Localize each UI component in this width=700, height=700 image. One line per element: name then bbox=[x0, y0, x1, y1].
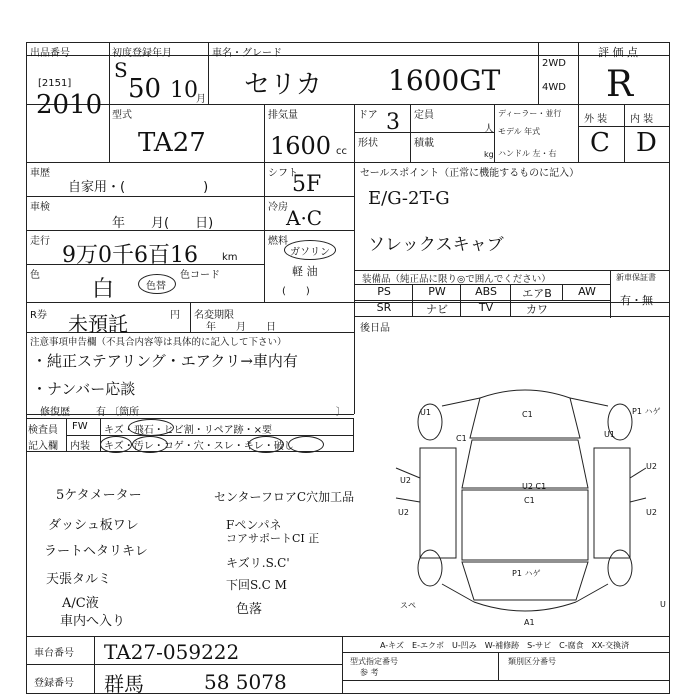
car-name-label: 車名・グレード bbox=[212, 48, 282, 59]
fuel-gas: ガソリン bbox=[290, 247, 330, 258]
first-reg-month: 10 bbox=[170, 78, 198, 103]
equip-sr: SR bbox=[376, 301, 392, 314]
mark-circle bbox=[128, 419, 174, 436]
divider bbox=[498, 652, 499, 680]
equip-airbag: エアB bbox=[522, 287, 552, 300]
warranty-label: 新車保証書 bbox=[616, 273, 656, 282]
divider bbox=[26, 664, 342, 665]
ref-label: 参 考 bbox=[360, 668, 379, 677]
warranty-value: 有・無 bbox=[620, 294, 653, 307]
car-name: セリカ bbox=[244, 70, 322, 100]
mark-c1-hood: C1 bbox=[522, 410, 533, 419]
shift-value: 5F bbox=[292, 172, 322, 197]
mark-u2-left-rear: U2 bbox=[398, 508, 409, 517]
history-value: 自家用・( ) bbox=[68, 180, 209, 195]
mark-u1-front-right: U1 bbox=[604, 430, 615, 439]
equip-abs: ABS bbox=[475, 285, 497, 298]
color-label: 色 bbox=[30, 270, 40, 281]
equip-navi: ナビ bbox=[426, 303, 448, 316]
drive-2wd: 2WD bbox=[542, 58, 566, 69]
recycle-unit: 円 bbox=[170, 310, 180, 321]
divider bbox=[578, 42, 579, 162]
divider bbox=[410, 104, 411, 162]
car-grade: 1600GT bbox=[388, 64, 501, 97]
color-value: 白 bbox=[92, 277, 115, 302]
recycle-label: R券 bbox=[30, 310, 47, 321]
notes-line-2: ・ナンバー応談 bbox=[32, 380, 136, 398]
mark-u2-right: U2 bbox=[646, 462, 657, 471]
fuel-label: 燃料 bbox=[268, 236, 288, 247]
divider bbox=[66, 418, 67, 452]
divider bbox=[412, 284, 413, 316]
mark-u2-right-rear: U2 bbox=[646, 508, 657, 517]
divider bbox=[109, 42, 110, 162]
rear-left-wheel bbox=[418, 550, 442, 586]
doors-value: 3 bbox=[386, 110, 400, 135]
shape-label: 形状 bbox=[358, 138, 378, 149]
divider bbox=[26, 414, 354, 415]
windshield-outline bbox=[462, 440, 588, 488]
first-reg-era: S bbox=[114, 58, 128, 82]
divider bbox=[354, 104, 355, 162]
class-label: 類別区分番号 bbox=[508, 657, 556, 666]
exterior-value: C bbox=[590, 128, 610, 158]
divider bbox=[610, 270, 611, 318]
sales-point-2: ソレックスキャブ bbox=[368, 235, 504, 255]
equip-tv: TV bbox=[478, 301, 494, 314]
divider bbox=[354, 316, 670, 317]
displacement-unit: cc bbox=[336, 146, 347, 157]
reg-label: 登録番号 bbox=[34, 678, 74, 689]
capacity-label: 定員 bbox=[414, 110, 434, 121]
divider bbox=[354, 162, 355, 302]
repair-value: 有 〔箇所 bbox=[96, 407, 140, 418]
trunk-outline bbox=[474, 602, 576, 611]
inspector-row1-b: キズ・飛石・ヒビ割・リペア跡・×要 bbox=[104, 425, 272, 436]
displacement-value: 1600 bbox=[270, 132, 332, 160]
sales-point-1: E/G-2T-G bbox=[368, 188, 450, 209]
repair-label: 修復歴 bbox=[40, 407, 70, 418]
divider bbox=[264, 162, 265, 302]
lot-label: 出品番号 bbox=[30, 48, 70, 59]
first-reg-year: 50 bbox=[128, 74, 162, 104]
divider bbox=[208, 42, 209, 104]
capacity-unit: 人 bbox=[484, 124, 494, 135]
hw-left-2: ダッシュ板ワレ bbox=[48, 518, 139, 533]
mileage-label: 走行 bbox=[30, 236, 50, 247]
type-cert-label: 型式指定番号 bbox=[350, 657, 398, 666]
mark-c1-front-left: C1 bbox=[456, 434, 467, 443]
mark-circle bbox=[248, 436, 284, 453]
divider bbox=[26, 104, 670, 105]
fuel-diesel: 軽 油 bbox=[292, 265, 318, 278]
divider bbox=[562, 284, 563, 300]
divider bbox=[624, 104, 625, 162]
rating-label: 評 価 点 bbox=[598, 46, 638, 59]
notes-line-1: ・純正ステアリング・エアクリ→車内有 bbox=[32, 352, 298, 370]
right-side-outline bbox=[594, 448, 630, 558]
lot-number: 2010 bbox=[36, 90, 103, 120]
mark-u2c1-roof: U2 C1 bbox=[522, 482, 547, 491]
interior-value: D bbox=[636, 128, 657, 158]
divider bbox=[494, 104, 495, 162]
rear-right-wheel bbox=[608, 550, 632, 586]
hw-right-4: キズリ.S.C' bbox=[226, 556, 290, 570]
cooling-value: A·C bbox=[286, 206, 323, 230]
name-change-value: 年 月 日 bbox=[206, 322, 276, 333]
mark-p1-front-right: P1 ハゲ bbox=[632, 407, 661, 416]
divider bbox=[94, 636, 95, 694]
exterior-label: 外 装 bbox=[584, 114, 608, 125]
damage-legend: A-キズ E-エクボ U-凹み W-補修跡 S-サビ C-腐食 XX-交換済 bbox=[380, 641, 630, 650]
mark-u-rear-right: U bbox=[660, 600, 666, 609]
model-label: 型式 bbox=[112, 110, 132, 121]
divider bbox=[342, 680, 670, 681]
mark-circle bbox=[288, 436, 324, 453]
drive-4wd: 4WD bbox=[542, 82, 566, 93]
color-code-label: 色コード bbox=[180, 270, 220, 281]
rating-value: R bbox=[606, 64, 634, 105]
chassis-label: 車台番号 bbox=[34, 648, 74, 659]
divider bbox=[538, 42, 539, 104]
divider bbox=[26, 302, 670, 303]
equipment-label: 装備品（純正品に限り◎で囲んでください） bbox=[362, 274, 551, 285]
divider bbox=[264, 104, 265, 162]
inspector-label-2: 記入欄 bbox=[28, 441, 58, 452]
left-side-outline bbox=[420, 448, 456, 558]
shift-label: シフト bbox=[268, 168, 298, 179]
hw-right-5: 下回S.C M bbox=[226, 578, 287, 592]
divider bbox=[354, 302, 355, 414]
color-change: 色替 bbox=[146, 281, 166, 292]
mark-p1-rear: P1 ハゲ bbox=[512, 569, 541, 578]
divider bbox=[342, 652, 670, 653]
hw-left-6: 車内へ入り bbox=[60, 614, 126, 629]
first-reg-month-unit: 月 bbox=[196, 94, 206, 105]
mark-circle bbox=[132, 436, 168, 453]
divider bbox=[190, 302, 191, 332]
mileage-value: 9万0千6百16 bbox=[62, 243, 198, 268]
divider bbox=[510, 284, 511, 316]
mark-c1-roof: C1 bbox=[524, 496, 535, 505]
divider bbox=[460, 284, 461, 316]
inspector-row2-b: キズ・汚レ・コゲ・穴・スレ・キレ・破し bbox=[104, 441, 294, 452]
reg-prefecture: 群馬 bbox=[104, 672, 144, 696]
hw-right-1: センターフロアC穴加工品 bbox=[214, 490, 355, 504]
dealer-label: ディーラー・並行 bbox=[498, 109, 562, 118]
doors-label: ドア bbox=[358, 110, 378, 121]
equip-ps: PS bbox=[377, 285, 391, 298]
mileage-unit: km bbox=[222, 252, 238, 263]
sales-points-label: セールスポイント（正常に機能するものに記入） bbox=[360, 168, 580, 179]
equip-leather: カワ bbox=[526, 303, 548, 316]
hw-left-4: 天張タルミ bbox=[46, 572, 112, 587]
first-reg-label: 初度登録年月 bbox=[112, 48, 172, 59]
history-label: 車歴 bbox=[30, 168, 50, 179]
hw-left-1: 5ケタメーター bbox=[56, 488, 142, 503]
inspection-value: 年 月( 日) bbox=[112, 216, 214, 231]
mark-u2-left: U2 bbox=[400, 476, 411, 485]
equip-aw: AW bbox=[578, 285, 596, 298]
mark-circle bbox=[100, 436, 132, 453]
rear-items-label: 後日品 bbox=[360, 323, 390, 334]
load-unit: kg bbox=[484, 150, 494, 159]
hw-left-5: A/C液 bbox=[62, 596, 99, 611]
divider bbox=[342, 636, 343, 694]
load-label: 積載 bbox=[414, 138, 434, 149]
divider bbox=[354, 132, 494, 133]
reg-number: 58 5078 bbox=[204, 670, 287, 694]
divider bbox=[26, 636, 670, 637]
notes-label: 注意事項申告欄（不具合内容等は具体的に記入して下さい） bbox=[30, 337, 287, 348]
chassis-value: TA27-059222 bbox=[104, 640, 240, 664]
hw-right-2: Fペンパネ bbox=[226, 518, 282, 532]
hw-right-3: コアサポートCI 正 bbox=[226, 532, 320, 545]
divider bbox=[26, 162, 670, 163]
handle-label: ハンドル 左・右 bbox=[498, 149, 557, 158]
mark-u1-front-left: U1 bbox=[420, 408, 431, 417]
repair-close: 〕 bbox=[336, 407, 346, 418]
displacement-label: 排気量 bbox=[268, 110, 298, 121]
lot-small: [2151] bbox=[38, 78, 72, 89]
equip-pw: PW bbox=[428, 285, 446, 298]
inspection-label: 車検 bbox=[30, 202, 50, 213]
cooling-label: 冷房 bbox=[268, 202, 288, 213]
name-change-label: 名変期限 bbox=[194, 310, 234, 321]
model-value: TA27 bbox=[138, 128, 206, 158]
inspector-row2-a: 内装 bbox=[70, 441, 90, 452]
hw-left-3: ラートヘタリキレ bbox=[44, 544, 148, 559]
fuel-paren: ( ) bbox=[282, 286, 310, 297]
interior-label: 内 装 bbox=[630, 114, 654, 125]
mark-a1-trunk: A1 bbox=[524, 618, 535, 627]
model-year-label: モデル 年式 bbox=[498, 127, 541, 136]
hw-right-6: 色落 bbox=[236, 602, 263, 617]
inspector-row1-a: FW bbox=[72, 421, 88, 432]
recycle-value: 未預託 bbox=[68, 312, 128, 336]
mark-spoiler: スペ bbox=[400, 601, 416, 610]
inspector-label-1: 検査員 bbox=[28, 425, 58, 436]
